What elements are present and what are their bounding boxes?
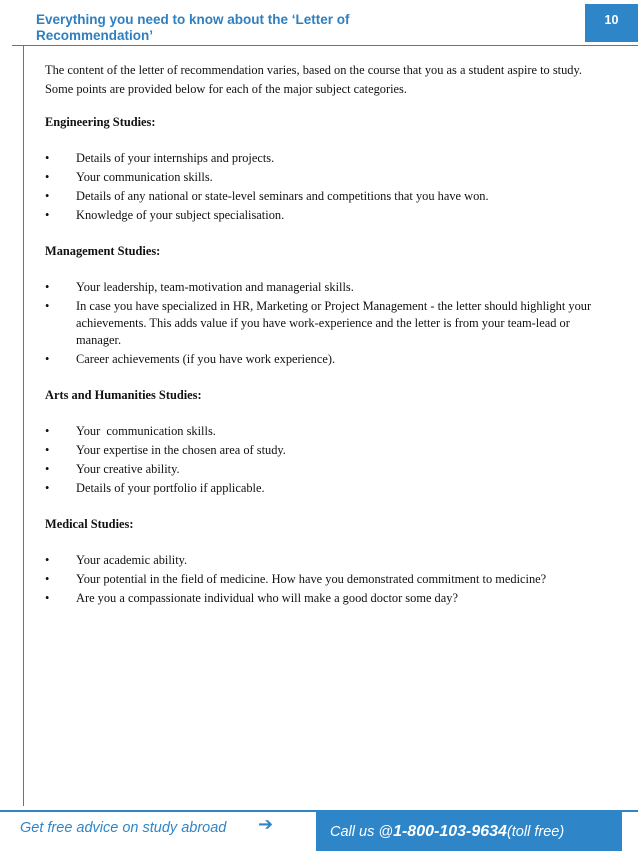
bullet-icon: • (45, 572, 50, 586)
list-item: • Your communication skills. (45, 170, 213, 184)
bullet-icon: • (45, 443, 50, 457)
page-header-title: Everything you need to know about the ‘Letter of Recommendation’ (36, 12, 350, 43)
list-item: • Your potential in the field of medicine. How have you demonstrated commitment to medicine? (45, 572, 547, 586)
section-heading-engineering: Engineering Studies: (45, 115, 156, 129)
section-heading-arts-humanities: Arts and Humanities Studies: (45, 388, 202, 402)
footer-advice-link[interactable]: Get free advice on study abroad (20, 820, 227, 836)
list-item: • Your communication skills. (45, 424, 216, 438)
bullet-icon: • (45, 151, 50, 165)
list-item: • Details of your internships and projects. (45, 151, 275, 165)
phone-number[interactable]: 1-800-103-9634 (393, 822, 507, 840)
bullet-icon: • (45, 481, 50, 495)
management-list (45, 279, 605, 368)
list-item: • Your expertise in the chosen area of study. (45, 443, 286, 457)
bullet-icon: • (45, 208, 50, 222)
list-item: • Knowledge of your subject specialisation. (45, 208, 285, 222)
list-item: • Your creative ability. (45, 462, 180, 476)
section-heading-medical: Medical Studies: (45, 517, 134, 531)
call-suffix: (toll free) (506, 823, 565, 840)
engineering-list (45, 150, 605, 224)
bullet-icon: • (45, 352, 50, 366)
bullet-icon: • (45, 189, 50, 203)
intro-paragraph: The content of the letter of recommendation varies, based on the course that you as a student aspire to study. Some points are provided below for each of the major subject categories. (45, 63, 582, 96)
bullet-icon: • (45, 462, 50, 476)
list-item: • In case you have specialized in HR, Marketing or Project Management - the letter should highlight your achievements. This adds value if you have work-experience and the letter is from your team-lead or manager. (45, 299, 592, 347)
left-margin-rule (23, 46, 24, 806)
page-body (45, 61, 605, 625)
bullet-icon: • (45, 170, 50, 184)
list-item: • Details of any national or state-level seminars and competitions that you have won. (45, 189, 489, 203)
section-heading-management: Management Studies: (45, 244, 161, 258)
list-item: • Career achievements (if you have work experience). (45, 352, 336, 366)
right-arrow-icon: ➔ (258, 814, 274, 835)
arts-humanities-list (45, 423, 605, 497)
medical-list (45, 552, 605, 607)
call-prefix: Call us @ (330, 823, 394, 840)
bullet-icon: • (45, 280, 50, 294)
header-divider (12, 45, 638, 46)
bullet-icon: • (45, 424, 50, 438)
bullet-icon: • (45, 299, 50, 313)
bullet-icon: • (45, 591, 50, 605)
list-item: • Your leadership, team-motivation and managerial skills. (45, 280, 354, 294)
bullet-icon: • (45, 553, 50, 567)
page-number: 10 (585, 4, 638, 42)
list-item: • Details of your portfolio if applicable. (45, 481, 265, 495)
list-item: • Are you a compassionate individual who will make a good doctor some day? (45, 591, 458, 605)
footer-call-banner[interactable] (316, 812, 622, 851)
list-item: • Your academic ability. (45, 553, 188, 567)
